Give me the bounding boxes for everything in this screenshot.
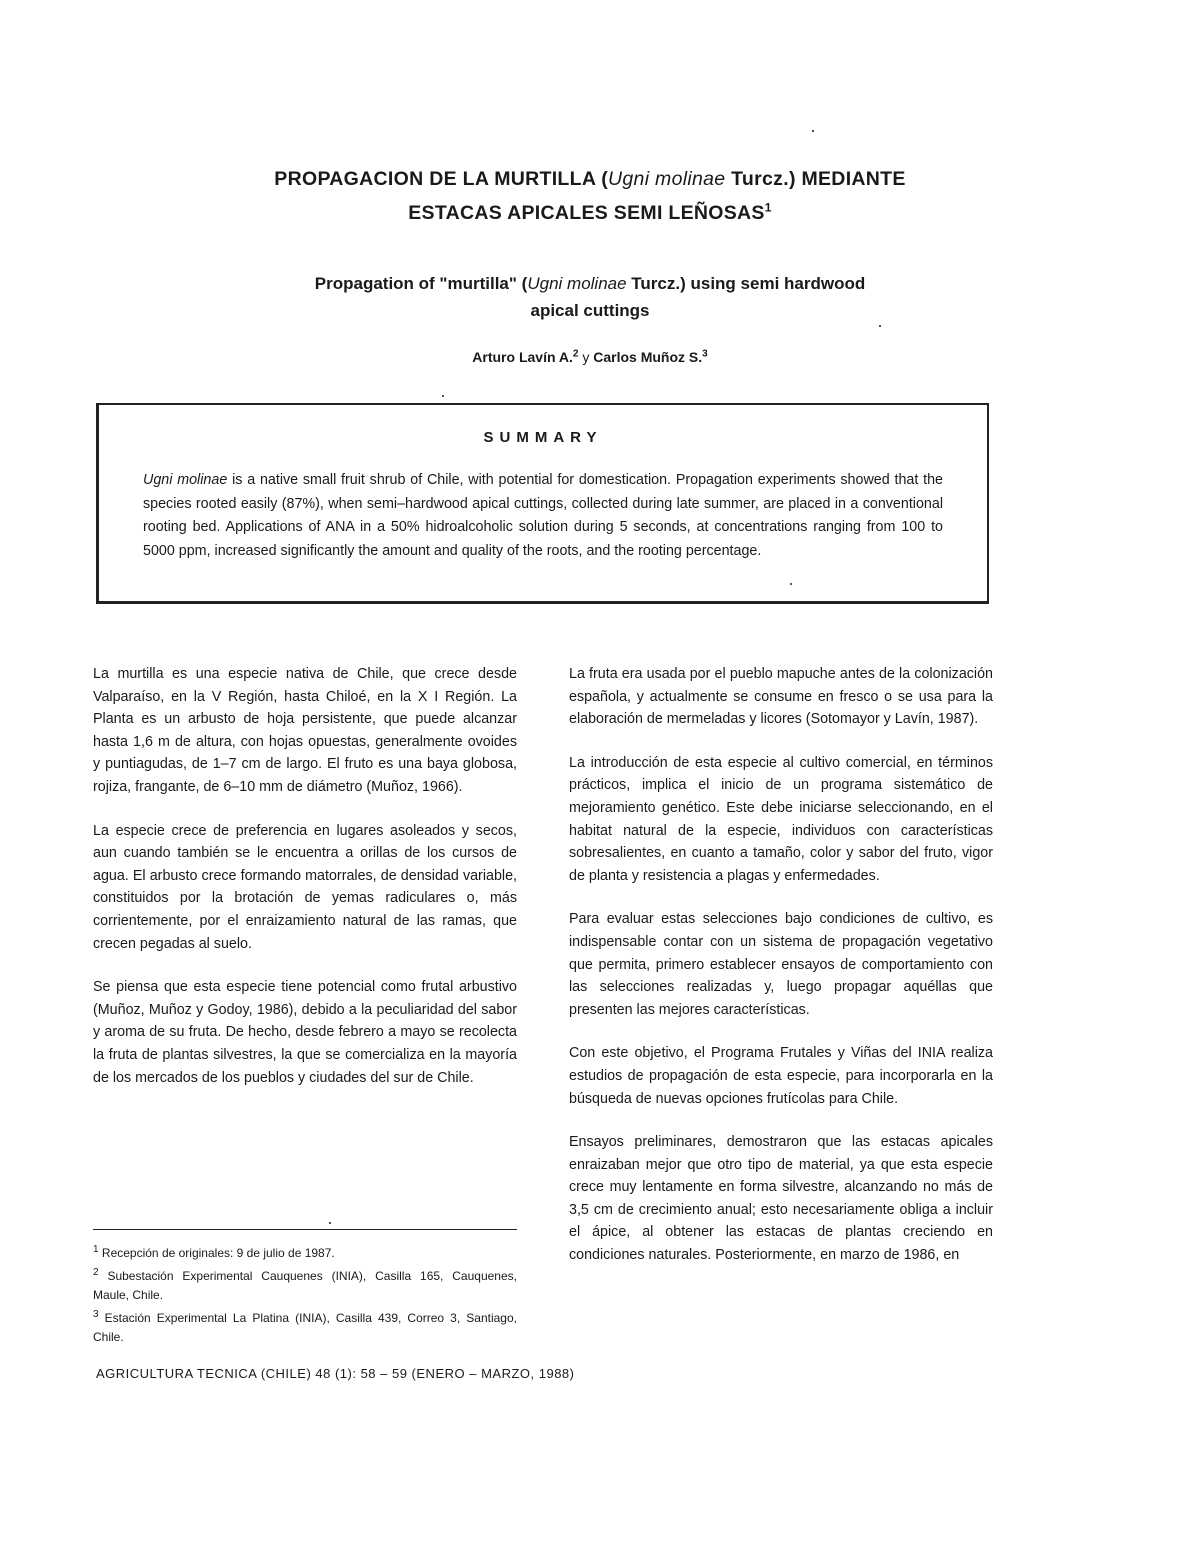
- summary-box: [96, 403, 989, 604]
- paragraph: La murtilla es una especie nativa de Chile, que crece desde Valparaíso, en la V Región, hasta Chiloé, en la X I Región. La Planta es un arbusto de hoja persistente, que puede alcanzar hasta 1,6 m de altura, con hojas opuestas, generalmente ovoides y puntiagudas, de 1–7 cm de largo. El fruto es una baya globosa, rojiza, frangante, de 6–10 mm de diámetro (Muñoz, 1966).: [93, 666, 517, 795]
- english-title: [150, 270, 1030, 324]
- footnote-text: Subestación Experimental Cauquenes (INIA), Casilla 165, Cauquenes, Maule, Chile.: [93, 1268, 517, 1302]
- title-text: Turcz.) MEDIANTE: [725, 168, 906, 190]
- author-conjunction: y: [578, 349, 594, 365]
- scan-speck: [812, 130, 814, 132]
- footnote: [93, 1309, 517, 1348]
- summary-text: [143, 469, 943, 563]
- summary-heading: SUMMARY: [483, 429, 603, 446]
- footnote-marker: 3: [93, 1308, 99, 1320]
- summary-species-name: Ugni molinae: [143, 472, 228, 488]
- author-line: [150, 346, 1030, 368]
- footnote-text: Estación Experimental La Platina (INIA), Casilla 439, Correo 3, Santiago, Chile.: [93, 1310, 517, 1344]
- footnote-marker: 2: [93, 1266, 99, 1278]
- subtitle-text: apical cuttings: [530, 301, 650, 320]
- footnote-marker: 3: [702, 348, 708, 360]
- scan-speck: [879, 325, 881, 327]
- paper-title: [150, 162, 1030, 230]
- paragraph: Ensayos preliminares, demostraron que las estacas apicales enraizaban mejor que otro tipo de material, ya que esta especie crece muy lentamente en forma silvestre, alcanzando no más de 3,5 cm de crecimiento anual; esto necesariamente obliga a incluir el ápice, al obtener las estacas de plantas creciendo en condiciones naturales. Posteriormente, en marzo de 1986, en: [569, 1134, 993, 1264]
- summary-body: is a native small fruit shrub of Chile, with potential for domestication. Propagation experiments showed that the species rooted easily (87%), when semi–hardwood apical cuttings, collected during late summer, are placed in a conventional rooting bed. Applications of ANA in a 50% hidroalcoholic solution during 5 seconds, at concentrations ranging from 100 to 5000 ppm, increased significantly the amount and quality of the roots, and the rooting percentage.: [143, 472, 943, 559]
- footnote-marker: 2: [572, 348, 579, 360]
- paragraph: La especie crece de preferencia en lugares asoleados y secos, aun cuando también se le encuentra a orillas de los cursos de agua. El arbusto crece formando matorrales, de densidad variable, constituidos por la brotación de yemas radiculares o, más corrientemente, por el enraizamiento natural de las ramas, que crecen pegadas al suelo.: [93, 822, 517, 952]
- paragraph: La introducción de esta especie al cultivo comercial, en términos prácticos, implica el inicio de un programa sistemático de mejoramiento genético. Este debe iniciarse seleccionando, en el habitat natural de la especie, individuos con características sobresalientes, en cuanto a tamaño, color y sabor del fruto, vigor de planta y resistencia a plagas y enfermedades.: [569, 754, 993, 884]
- subtitle-text: Turcz.) using semi hardwood: [626, 274, 866, 293]
- author-name: Carlos Muñoz S.: [593, 349, 703, 365]
- title-text: PROPAGACION DE LA MURTILLA (: [274, 168, 609, 190]
- scan-speck: [329, 1222, 331, 1224]
- footnote-marker: 1: [93, 1244, 99, 1255]
- left-column: [93, 663, 517, 1110]
- paragraph: Para evaluar estas selecciones bajo condiciones de cultivo, es indispensable contar con un sistema de propagación vegetativo que permita, primero establecer ensayos de comportamiento con las selecciones realizadas y, luego propagar aquéllas que presenten las mejores características.: [569, 911, 993, 1018]
- subtitle-text: Propagation of "murtilla" (: [314, 274, 528, 293]
- footnote-divider: [93, 1229, 517, 1230]
- footnote-text: Recepción de originales: 9 de julio de 1987.: [101, 1246, 335, 1260]
- footnotes: [93, 1244, 517, 1351]
- paragraph: Con este objetivo, el Programa Frutales y Viñas del INIA realiza estudios de propagación de esta especie, para incorporarla en la búsqueda de nuevas opciones frutícolas para Chile.: [569, 1045, 993, 1107]
- journal-footer: AGRICULTURA TECNICA (CHILE) 48 (1): 58 – 59 (ENERO – MARZO, 1988): [96, 1366, 575, 1381]
- subtitle-species-name: Ugni molinae: [527, 274, 627, 293]
- footnote-marker: 1: [764, 200, 772, 215]
- scan-speck: [790, 583, 792, 585]
- paragraph: La fruta era usada por el pueblo mapuche antes de la colonización española, y actualmente se consume en fresco o se usa para la elaboración de mermeladas y licores (Sotomayor y Lavín, 1987).: [569, 666, 993, 728]
- author-name: Arturo Lavín A.: [472, 349, 573, 365]
- footnote: [93, 1267, 517, 1306]
- title-text: ESTACAS APICALES SEMI LEÑOSAS: [408, 202, 765, 224]
- title-species-name: Ugni molinae: [608, 168, 726, 190]
- scan-speck: [442, 395, 444, 397]
- paragraph: Se piensa que esta especie tiene potencial como frutal arbustivo (Muñoz, Muñoz y Godoy, 1986), debido a la peculiaridad del sabor y aroma de su fruta. De hecho, desde febrero a mayo se recolecta la fruta de plantas silvestres, la que se comercializa en la mayoría de los mercados de los pueblos y ciudades del sur de Chile.: [93, 979, 517, 1086]
- right-column: [569, 663, 993, 1288]
- footnote: [93, 1244, 517, 1264]
